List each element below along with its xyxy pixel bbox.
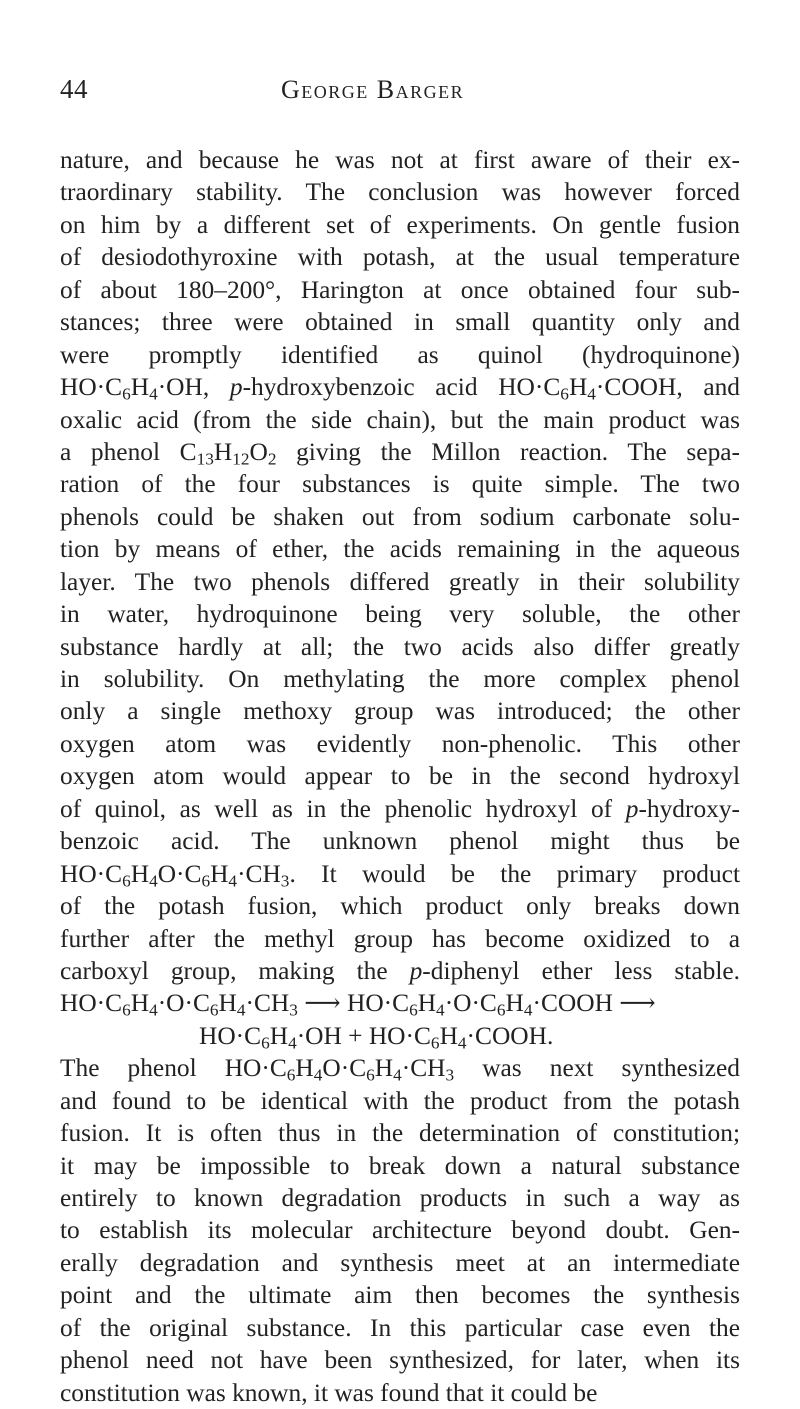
text-line: carboxyl group, making the p-diphenyl ether less stable. bbox=[60, 956, 741, 985]
body-text bbox=[60, 144, 740, 1409]
text-line: $HO\cdot C_6H_4\cdot OH$, p-hydroxybenzoic acid $HO\cdot C_6H_4\cdot COOH$, and bbox=[60, 373, 740, 404]
text-line: oxalic acid (from the side chain), but the main product was bbox=[60, 405, 740, 434]
text-line: phenols could be shaken out from sodium carbonate solu- bbox=[60, 502, 740, 531]
text-line: tion by means of ether, the acids remaining in the aqueous bbox=[60, 535, 740, 564]
text-line: of desiodothyroxine with potash, at the usual temperature bbox=[60, 243, 740, 272]
text-line: substance hardly at all; the two acids also differ greatly bbox=[60, 632, 740, 661]
text-line: a phenol $C_{13}H_{12}O_2$ giving the Millon reaction. The sepa- bbox=[60, 437, 740, 469]
text-line: point and the ultimate aim then becomes the synthesis bbox=[60, 1281, 740, 1310]
text-line: of about 180–200°, Harington at once obtained four sub- bbox=[60, 275, 740, 304]
text-line: $HO\cdot C_6H_4O\cdot C_6H_4\cdot CH_3$. It would be the primary product bbox=[60, 859, 740, 890]
text-line: erally degradation and synthesis meet at an intermediate bbox=[60, 1248, 740, 1277]
text-line: ration of the four substances is quite simple. The two bbox=[60, 470, 740, 499]
text-line: oxygen atom would appear to be in the second hydroxyl bbox=[60, 762, 740, 791]
text-line: phenol need not have been synthesized, for later, when its bbox=[60, 1346, 740, 1375]
text-line: $HO\cdot C_6H_4\cdot O\cdot C_6H_4\cdot CH_3$ ⟶ $HO\cdot C_6H_4\cdot O\cdot C_6H_4\cdot COOH$ ⟶ bbox=[60, 989, 656, 1020]
page-header bbox=[60, 70, 740, 110]
text-line: constitution was known, it was found that it could be bbox=[60, 1378, 598, 1407]
running-head: George Barger bbox=[281, 75, 465, 104]
text-line: of quinol, as well as in the phenolic hydroxyl of p-hydroxy- bbox=[60, 794, 740, 823]
text-line: stances; three were obtained in small quantity only and bbox=[60, 308, 740, 337]
text-line: The phenol $HO\cdot C_6H_4O\cdot C_6H_4\cdot CH_3$ was next synthesized bbox=[60, 1054, 740, 1085]
text-line: layer. The two phenols differed greatly in their solubility bbox=[60, 567, 740, 596]
text-line: in water, hydroquinone being very soluble, the other bbox=[60, 600, 740, 629]
text-line: entirely to known degradation products in such a way as bbox=[60, 1184, 740, 1212]
text-line: to establish its molecular architecture beyond doubt. Gen- bbox=[60, 1216, 740, 1245]
text-line: oxygen atom was evidently non-phenolic. This other bbox=[60, 729, 740, 758]
text-line: in solubility. On methylating the more complex phenol bbox=[60, 665, 740, 693]
text-line: $HO\cdot C_6H_4\cdot OH$ + $HO\cdot C_6H_4\cdot COOH$. bbox=[199, 1021, 554, 1053]
text-line: of the potash fusion, which product only breaks down bbox=[60, 892, 740, 921]
text-line: and found to be identical with the product from the potash bbox=[60, 1086, 740, 1115]
page-number: 44 bbox=[60, 74, 88, 104]
text-line: were promptly identified as quinol (hydroquinone) bbox=[60, 340, 740, 369]
text-line: of the original substance. In this particular case even the bbox=[60, 1313, 740, 1342]
text-line: benzoic acid. The unknown phenol might thus be bbox=[60, 827, 740, 856]
text-line: on him by a different set of experiments. On gentle fusion bbox=[60, 210, 740, 239]
text-line: it may be impossible to break down a natural substance bbox=[60, 1151, 740, 1180]
book-page bbox=[60, 70, 740, 1409]
text-line: traordinary stability. The conclusion was however forced bbox=[60, 178, 740, 207]
text-line: nature, and because he was not at first aware of their ex- bbox=[60, 146, 740, 174]
text-line: only a single methoxy group was introduced; the other bbox=[60, 697, 740, 726]
text-line: further after the methyl group has become oxidized to a bbox=[60, 924, 740, 953]
text-line: fusion. It is often thus in the determination of constitution; bbox=[60, 1119, 740, 1148]
